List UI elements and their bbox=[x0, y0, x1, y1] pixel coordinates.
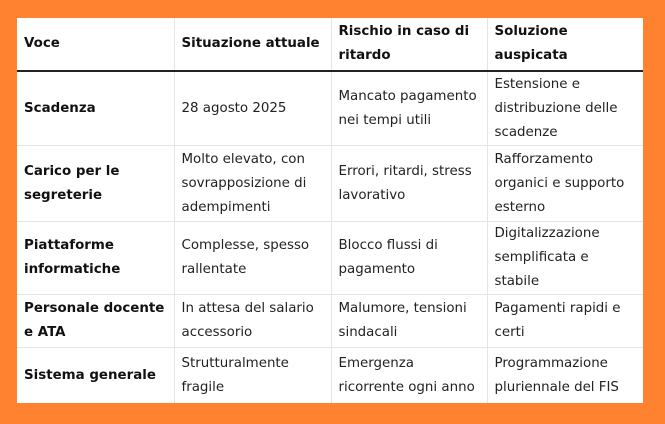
cell-voce: Personale docente e ATA bbox=[17, 295, 174, 348]
cell-situazione: In attesa del salario accessorio bbox=[174, 295, 331, 348]
table-row bbox=[17, 348, 643, 404]
cell-rischio: Mancato pagamento nei tempi utili bbox=[331, 71, 487, 146]
cell-situazione: 28 agosto 2025 bbox=[174, 71, 331, 146]
cell-soluzione: Rafforzamento organici e supporto esterno bbox=[487, 146, 643, 222]
column-header-voce: Voce bbox=[17, 18, 174, 71]
column-header-rischio: Rischio in caso di ritardo bbox=[331, 18, 487, 71]
cell-situazione: Strutturalmente fragile bbox=[174, 348, 331, 404]
table-row bbox=[17, 71, 643, 146]
column-header-situazione: Situazione attuale bbox=[174, 18, 331, 71]
header-row bbox=[17, 18, 643, 71]
cell-voce: Carico per le segreterie bbox=[17, 146, 174, 222]
table-card bbox=[17, 18, 643, 403]
cell-rischio: Blocco flussi di pagamento bbox=[331, 222, 487, 295]
table-row bbox=[17, 146, 643, 222]
cell-voce: Scadenza bbox=[17, 71, 174, 146]
cell-rischio: Emergenza ricorrente ogni anno bbox=[331, 348, 487, 404]
table-row bbox=[17, 222, 643, 295]
cell-soluzione: Programmazione pluriennale del FIS bbox=[494, 355, 619, 395]
cell-voce: Piattaforme informatiche bbox=[17, 222, 174, 295]
table-row bbox=[17, 295, 643, 348]
cell-rischio: Malumore, tensioni sindacali bbox=[331, 295, 487, 348]
column-header-soluzione: Soluzione auspicata bbox=[487, 18, 643, 71]
cell-rischio: Errori, ritardi, stress lavorativo bbox=[331, 146, 487, 222]
comparison-table bbox=[17, 18, 643, 403]
cell-soluzione: Pagamenti rapidi e certi bbox=[487, 295, 643, 348]
cell-situazione: Complesse, spesso rallentate bbox=[174, 222, 331, 295]
cell-situazione: Molto elevato, con sovrapposizione di adempimenti bbox=[174, 146, 331, 222]
cell-soluzione: Estensione e distribuzione delle scadenze bbox=[487, 71, 643, 146]
cell-soluzione: Digitalizzazione semplificata e stabile bbox=[487, 222, 643, 295]
cell-voce: Sistema generale bbox=[17, 348, 174, 404]
